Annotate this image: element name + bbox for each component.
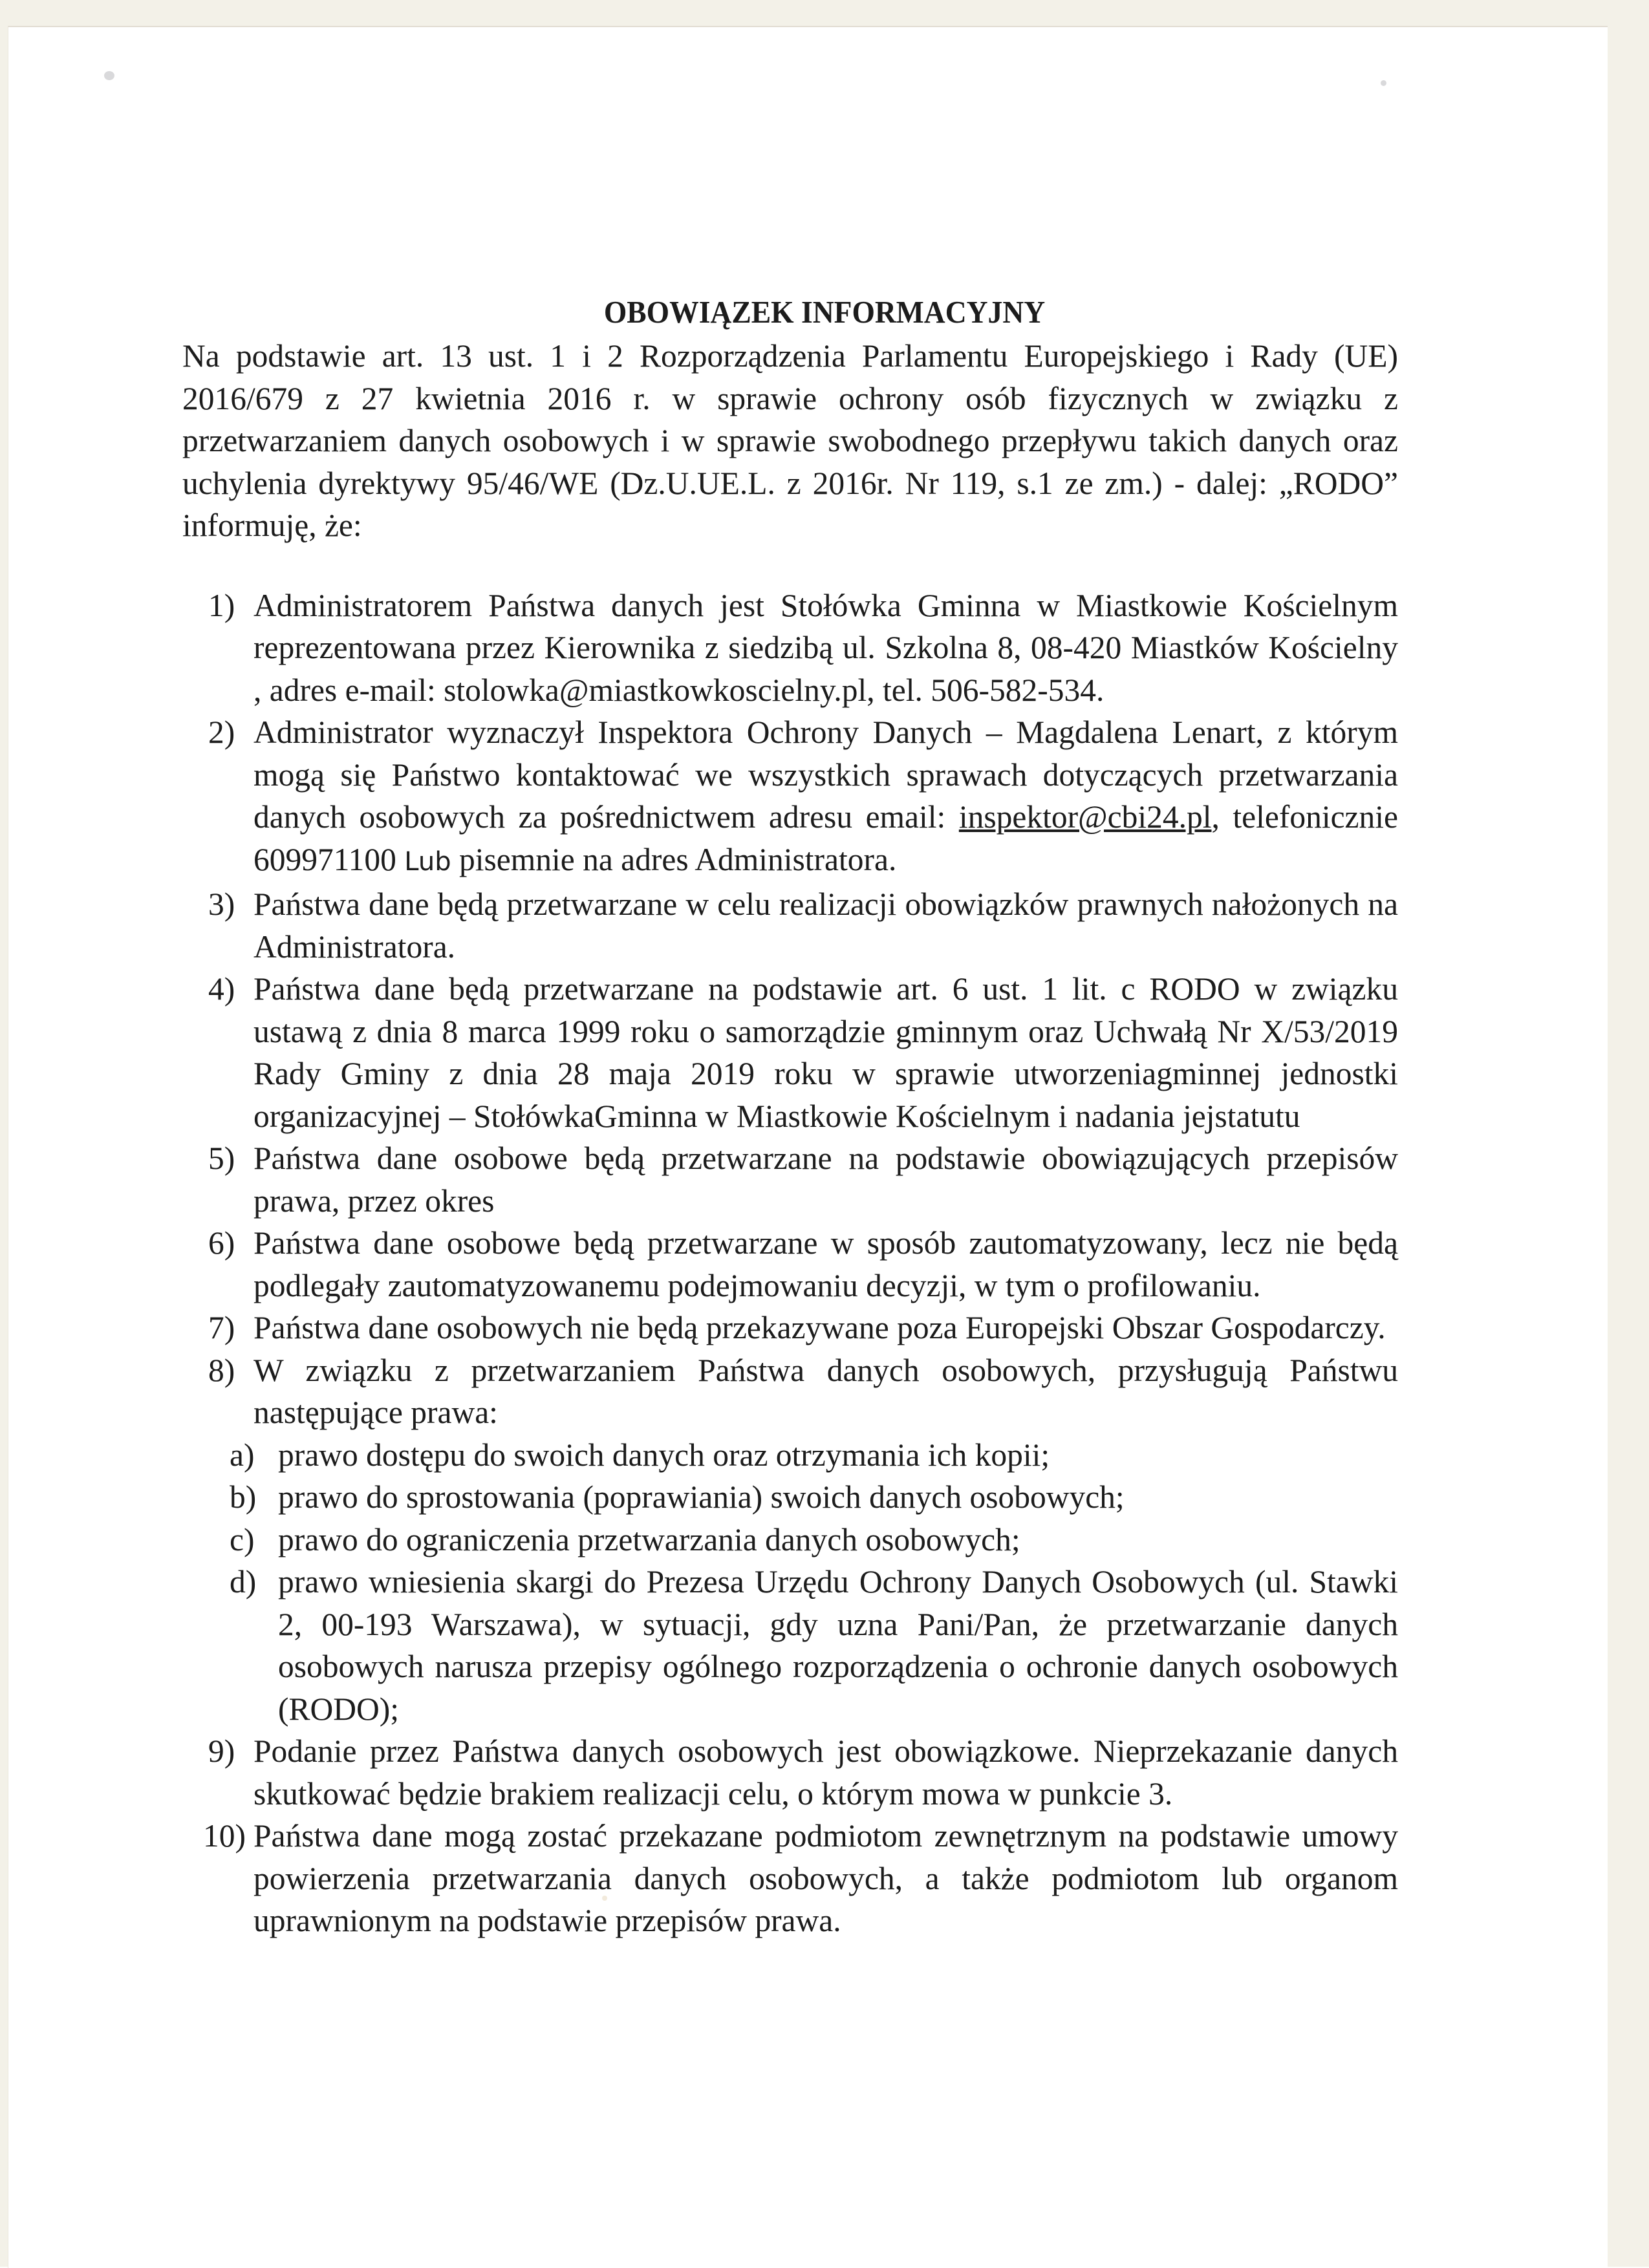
item-text: Administratorem Państwa danych jest Stołówka Gminna w Miastkowie Kościelnym reprezentowana przez Kierownika z siedzibą ul. Szkolna 8, 08-420 Miastków Kościelny , adres e-mail: stolowka@miastkowkoscielny.pl, tel. 506-582-534. — [253, 587, 1398, 708]
rights-sublist — [182, 1434, 1398, 1731]
list-item — [182, 1222, 1398, 1307]
item-text-part: pisemnie na adres Administratora. — [451, 841, 897, 877]
list-item — [182, 1137, 1398, 1222]
list-item — [182, 1307, 1398, 1349]
item-text: Państwa dane będą przetwarzane na podstawie art. 6 ust. 1 lit. c RODO w związku ustawą z dnia 8 marca 1999 roku o samorządzie gminnym oraz Uchwałą Nr X/53/2019 Rady Gminy z dnia 28 maja 2019 roku w sprawie utworzeniagminnej jednostki organizacyjnej – StołówkaGminna w Miastkowie Kościelnym i nadania jejstatutu — [253, 971, 1398, 1134]
list-item — [182, 883, 1398, 968]
sub-item-letter: d) — [230, 1564, 257, 1599]
intro-paragraph: Na podstawie art. 13 ust. 1 i 2 Rozporządzenia Parlamentu Europejskiego i Rady (UE) 2016/679 z 27 kwietnia 2016 r. w sprawie ochrony osób fizycznych w związku z przetwarzaniem danych osobowych i w sprawie swobodnego przepływu takich danych oraz uchylenia dyrektywy 95/46/WE (Dz.U.UE.L. z 2016r. Nr 119, s.1 ze zm.) - dalej: „RODO” informuję, że: — [182, 338, 1398, 543]
list-item — [182, 1349, 1398, 1434]
item-number: 10) — [203, 1818, 246, 1854]
sub-item-text: prawo dostępu do swoich danych oraz otrzymania ich kopii; — [278, 1437, 1050, 1473]
sub-list-item — [182, 1476, 1398, 1519]
item-number: 4) — [208, 971, 235, 1007]
document-body — [182, 335, 1398, 1942]
inspector-email-link[interactable]: inspektor@cbi24.pl — [958, 799, 1212, 835]
sub-list-item — [182, 1561, 1398, 1730]
item-text: Państwa dane osobowych nie będą przekazywane poza Europejski Obszar Gospodarczy. — [253, 1310, 1386, 1345]
sub-item-letter: c) — [230, 1521, 255, 1557]
item-number: 8) — [208, 1352, 235, 1388]
list-item — [182, 711, 1398, 883]
sub-item-text: prawo do sprostowania (poprawiania) swoich danych osobowych; — [278, 1479, 1125, 1515]
item-text — [253, 711, 1398, 883]
sub-list-item — [182, 1434, 1398, 1477]
item-number: 2) — [208, 714, 235, 750]
information-list-continued — [182, 1730, 1398, 1942]
item-number: 1) — [208, 587, 235, 623]
list-item — [182, 968, 1398, 1137]
list-item — [182, 584, 1398, 712]
information-list — [182, 584, 1398, 1434]
list-item — [182, 1730, 1398, 1815]
item-text: Podanie przez Państwa danych osobowych jest obowiązkowe. Nieprzekazanie danych skutkować będzie brakiem realizacji celu, o którym mowa w punkcie 3. — [253, 1733, 1398, 1812]
item-text-part: , telefonicznie 609971100 — [253, 799, 1398, 877]
sub-list-item — [182, 1519, 1398, 1561]
sub-item-text: prawo do ograniczenia przetwarzania danych osobowych; — [278, 1521, 1020, 1557]
item-text: Państwa dane będą przetwarzane w celu realizacji obowiązków prawnych nałożonych na Administratora. — [253, 886, 1398, 965]
item-text: Państwa dane osobowe będą przetwarzane na podstawie obowiązujących przepisów prawa, przez okres — [253, 1140, 1398, 1219]
list-item — [182, 1815, 1398, 1942]
item-number: 6) — [208, 1225, 235, 1261]
item-text: W związku z przetwarzaniem Państwa danych osobowych, przysługują Państwu następujące prawa: — [253, 1352, 1398, 1430]
item-text: Państwa dane mogą zostać przekazane podmiotom zewnętrznym na podstawie umowy powierzenia przetwarzania danych osobowych, a także podmiotom lub organom uprawnionym na podstawie przepisów prawa. — [253, 1818, 1398, 1938]
dust-speck — [1381, 80, 1386, 86]
item-text-part: Lub — [404, 846, 451, 877]
sub-item-letter: a) — [230, 1437, 255, 1473]
sub-item-text: prawo wniesienia skargi do Prezesa Urzędu Ochrony Danych Osobowych (ul. Stawki 2, 00-193 Warszawa), w sytuacji, gdy uzna Pani/Pan, że przetwarzanie danych osobowych narusza przepisy ogólnego rozporządzenia o ochronie danych osobowych (RODO); — [278, 1564, 1398, 1727]
document-title: OBOWIĄZEK INFORMACYJNY — [603, 294, 1046, 330]
item-text-part: Administrator wyznaczył Inspektora Ochrony Danych – Magdalena Lenart, z którym mogą się Państwo kontaktować we wszystkich sprawach dotyczących przetwarzania danych osobowych za pośrednictwem adresu email: — [253, 714, 1398, 835]
item-number: 3) — [208, 886, 235, 922]
item-number: 9) — [208, 1733, 235, 1769]
dust-speck — [104, 71, 114, 80]
item-number: 7) — [208, 1310, 235, 1345]
item-number: 5) — [208, 1140, 235, 1176]
sub-item-letter: b) — [230, 1479, 257, 1515]
item-text: Państwa dane osobowe będą przetwarzane w sposób zautomatyzowany, lecz nie będą podlegały zautomatyzowanemu podejmowaniu decyzji, w tym o profilowaniu. — [253, 1225, 1398, 1303]
